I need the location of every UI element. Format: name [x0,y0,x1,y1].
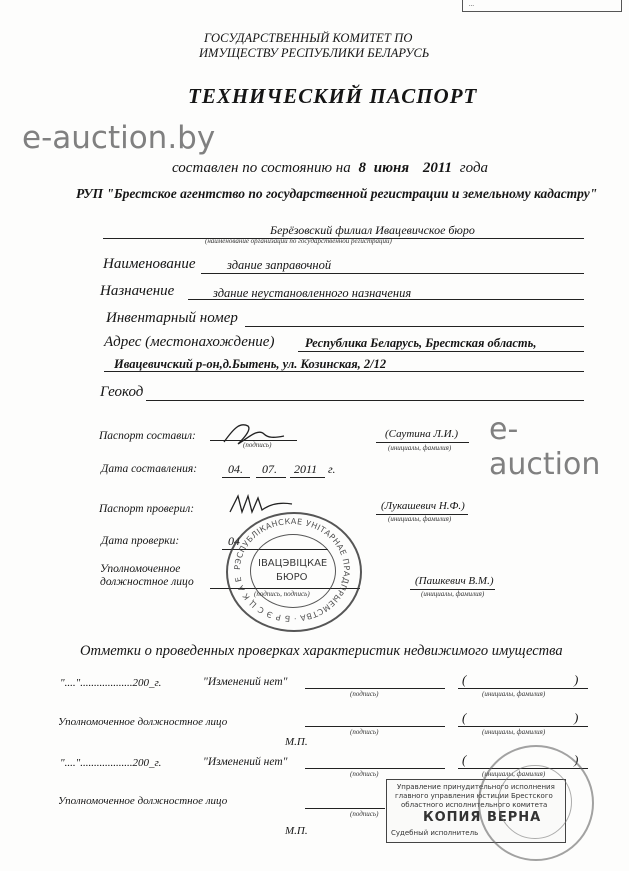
row1-sig-caption: (подпись) [350,690,379,698]
date-line [172,160,488,177]
compile-day-line [222,477,250,478]
official-row2-sig-caption: (подпись) [350,810,379,818]
official-row1-sig-line [305,726,445,727]
inventory-label: Инвентарный номер [106,310,238,326]
watermark-right: e-auction [489,412,601,482]
row2-bracket-open: ( [462,752,467,767]
branch-caption: (наименование организации по государственной регистрации) [205,237,392,245]
checked-label: Паспорт проверил: [99,503,195,515]
name-line [201,273,584,274]
official-label-2: должностное лицо [100,576,194,588]
org-line-2: ИМУЩЕСТВУ РЕСПУБЛИКИ БЕЛАРУСЬ [199,46,430,60]
compiled-sig-caption: (подпись) [243,441,272,449]
compile-year-line [290,477,325,478]
official-label-1: Уполномоченное [100,563,181,575]
compile-month-line [256,477,286,478]
official-row1-initials-line [458,726,588,727]
official-name: (Пашкевич В.М.) [415,575,494,587]
checked-name-caption: (инициалы, фамилия) [388,515,452,523]
official-sig-caption: (подпись, подпись) [254,590,310,598]
address-line-1 [298,351,584,352]
check-date-label: Дата проверки: [101,535,180,547]
row1-bracket-close: ) [574,672,579,687]
address-value-2: Ивацевичский р-он,д.Бытень, ул. Козинская, 2/12 [114,357,387,371]
round-seal-center-1: ІВАЦЭВІЦКАЕ [258,558,328,569]
geocode-line [146,400,584,401]
name-value: здание заправочной [227,258,332,272]
row2-bracket-close: ) [574,752,579,767]
official-row1-bracket-close: ) [574,710,579,725]
official-row2-label: Уполномоченное должностное лицо [58,795,228,807]
copy-stamp-line-3: областного исполнительного комитета [401,801,548,809]
address-label: Адрес (местонахождение) [104,334,275,350]
round-seal-center-2: БЮРО [276,572,308,583]
address-line-2 [104,371,584,372]
name-label: Наименование [103,256,196,272]
checks-heading: Отметки о проведенных проверках характеристик недвижимого имущества [80,643,563,659]
mp-1: М.П. [285,736,308,748]
check-date-value: 04 [228,534,240,548]
row1-date: "...."...................200_г. [60,677,162,689]
corner-stamp-text: ... [469,0,475,8]
official-row2-sig-line [305,808,385,809]
checked-name: (Лукашевич Н.Ф.) [381,500,465,512]
compiled-label: Паспорт составил: [99,430,196,442]
compile-day: 04. [228,462,243,476]
org-line-1: ГОСУДАРСТВЕННЫЙ КОМИТЕТ ПО [204,31,413,45]
row2-sig-caption: (подпись) [350,770,379,778]
date-month: июня [373,160,410,176]
row2-date: "...."...................200_г. [60,757,162,769]
agency-name: РУП "Брестское агентство по государственной регистрации и земельному кадастру" [76,186,598,201]
svg-text:РЭСПУБЛІКАНСКАЕ УНІТАРНАЕ ПРАД [233,517,351,623]
compiled-name-caption: (инициалы, фамилия) [388,444,452,452]
round-seal-ring [226,512,358,628]
copy-stamp-line-2: главного управления юстиции Брестского [395,792,553,800]
branch-value: Берёзовский филиал Ивацевичское бюро [270,223,475,237]
copy-round-seal [478,745,594,861]
compiled-name-line [376,442,469,443]
copy-round-seal-inner [498,765,572,839]
document-title: ТЕХНИЧЕСКИЙ ПАСПОРТ [188,84,478,108]
official-row1-sig-caption: (подпись) [350,728,379,736]
row2-note: "Изменений нет" [203,756,288,768]
purpose-value: здание неустановленного назначения [213,286,412,300]
mp-2: М.П. [285,825,308,837]
date-day: 8 [358,160,366,176]
row1-bracket-open: ( [462,672,467,687]
compiled-name: (Саутина Л.И.) [385,428,459,440]
date-year: 2011 [422,160,453,176]
copy-stamp-line-1: Управление принудительного исполнения [397,783,555,791]
compile-month: 07. [262,462,277,476]
row1-sig-line [305,688,445,689]
date-prefix: составлен по состоянию на [172,160,351,176]
address-value-1: Республика Беларусь, Брестская область, [305,336,537,350]
copy-stamp-line-4: Судебный исполнитель [391,829,479,837]
copy-stamp-title: КОПИЯ ВЕРНА [423,810,542,825]
compile-year-suffix: г. [328,462,336,476]
purpose-line [188,299,584,300]
watermark-left: e-auction.by [22,120,216,156]
round-seal-ring-text: РЭСПУБЛІКАНСКАЕ УНІТАРНАЕ ПРАДПРЫЕМСТВА · Б Р Э С Ц К А Е [232,516,352,624]
date-suffix: года [459,160,489,176]
inventory-line [245,326,584,327]
geocode-label: Геокод [100,384,144,400]
compile-year: 2011 [294,462,318,476]
official-row1-initials-caption: (инициалы, фамилия) [482,728,546,736]
row1-initials-line [458,688,588,689]
row1-initials-caption: (инициалы, фамилия) [482,690,546,698]
row2-sig-line [305,768,445,769]
row1-note: "Изменений нет" [203,676,288,688]
row2-initials-caption: (инициалы, фамилия) [482,770,546,778]
official-row1-label: Уполномоченное должностное лицо [58,716,228,728]
official-name-caption: (инициалы, фамилия) [421,590,485,598]
round-seal [226,512,362,632]
corner-stamp-fragment [462,0,622,12]
compile-date-label: Дата составления: [101,463,198,475]
purpose-label: Назначение [100,283,175,299]
official-row1-bracket-open: ( [462,710,467,725]
